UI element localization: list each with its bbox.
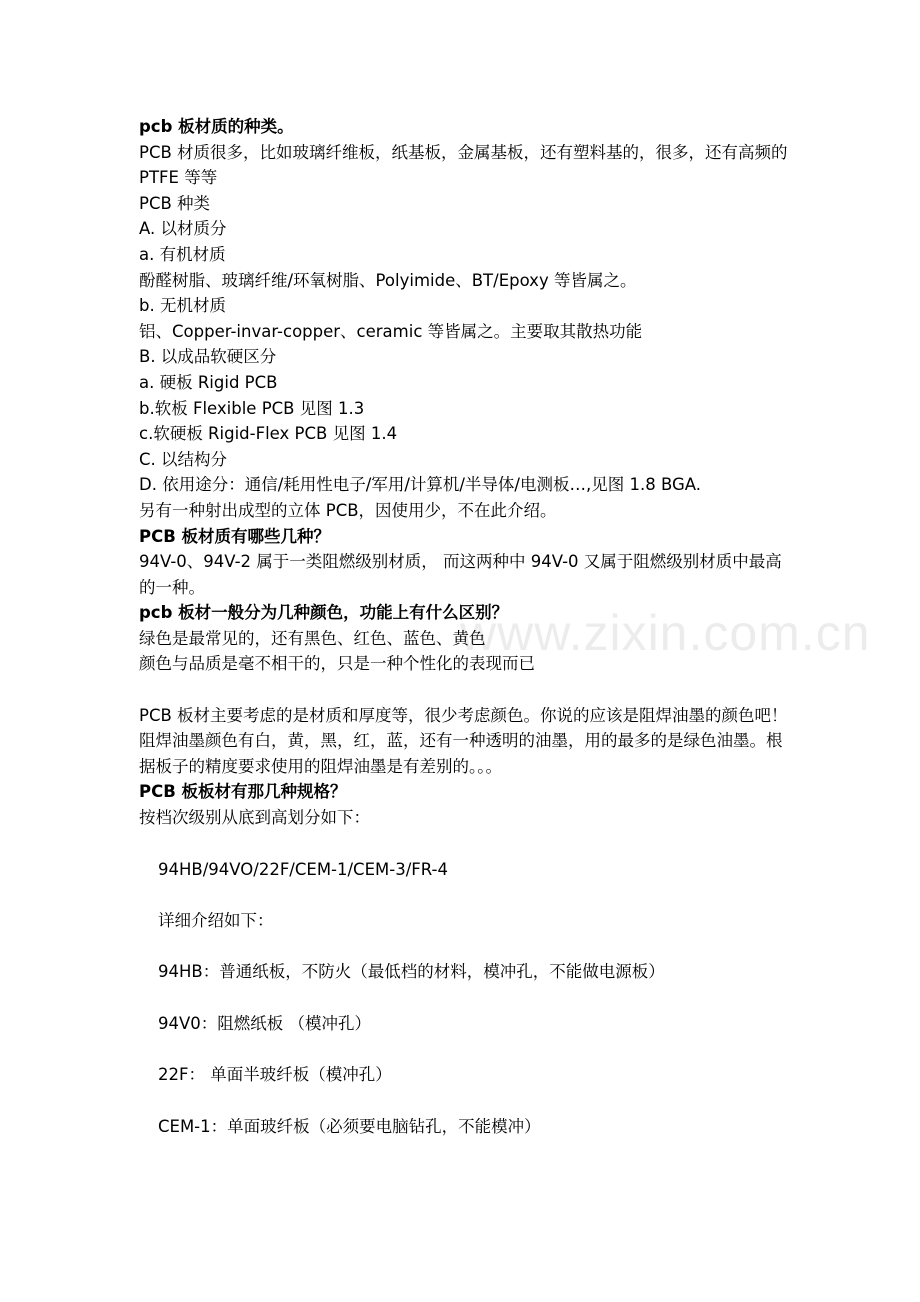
text-line: B. 以成品软硬区分 [139,347,277,367]
text-line: A. 以材质分 [139,219,227,239]
text-line: 另有一种射出成型的立体 PCB，因使用少，不在此介绍。 [139,500,557,520]
spec-line: 22F： 单面半玻纤板（模冲孔） [158,1065,392,1085]
text-line: C. 以结构分 [139,449,228,469]
text-line: 铝、Copper-invar-copper、ceramic 等皆属之。主要取其散热功能 [139,321,643,341]
text-line: PCB 材质很多，比如玻璃纤维板，纸基板，金属基板，还有塑料基的，很多，还有高频的 PTFE 等等 [139,142,788,188]
text-line: a. 有机材质 [139,244,226,264]
text-line: 酚醛树脂、玻璃纤维/环氧树脂、Polyimide、BT/Epoxy 等皆属之。 [139,270,637,290]
document-body [139,114,789,831]
text-line: 按档次级别从底到高划分如下： [139,808,370,828]
spec-line: 详细介绍如下： [158,911,274,931]
spec-list [139,857,789,1140]
text-line: c.软硬板 Rigid-Flex PCB 见图 1.4 [139,424,398,444]
section-heading: PCB 板板材有那几种规格？ [139,782,347,802]
text-line: PCB 种类 [139,193,211,213]
blank-line [139,677,789,703]
text-line: D. 依用途分：通信/耗用性电子/军用/计算机/半导体/电测板…,见图 1.8 BGA. [139,475,702,495]
watermark: www.zixin.com.cn [460,605,871,661]
text-line: b.软板 Flexible PCB 见图 1.3 [139,398,365,418]
text-line: PCB 板材主要考虑的是材质和厚度等，很少考虑颜色。你说的应该是阻焊油墨的颜色吧！阻焊油墨颜色有白，黄，黑，红，蓝，还有一种透明的油墨，用的最多的是绿色油墨。根据板子的精度要求使用的阻焊油墨是有差别的。。。 [139,705,788,776]
text-line: a. 硬板 Rigid PCB [139,372,278,392]
section-heading: PCB 板材质有哪些几种？ [139,526,331,546]
text-line: b. 无机材质 [139,296,226,316]
spec-line: CEM-1：单面玻纤板（必须要电脑钻孔，不能模冲） [158,1116,541,1136]
text-line: 绿色是最常见的，还有黑色、红色、蓝色、黄色 [139,628,486,648]
text-line: 颜色与品质是毫不相干的，只是一种个性化的表现而已 [139,654,535,674]
spec-line: 94V0：阻燃纸板 （模冲孔） [158,1013,372,1033]
section-heading: pcb 板材一般分为几种颜色，功能上有什么区别？ [139,603,509,623]
spec-line: 94HB：普通纸板，不防火（最低档的材料，模冲孔，不能做电源板） [158,962,665,982]
spec-line: 94HB/94VO/22F/CEM-1/CEM-3/FR-4 [158,859,448,879]
document-page [139,114,789,1165]
section-heading: pcb 板材质的种类。 [139,117,294,136]
text-line: 94V-0、94V-2 属于一类阻燃级别材质， 而这两种中 94V-0 又属于阻燃级别材质中最高的一种。 [139,552,782,597]
